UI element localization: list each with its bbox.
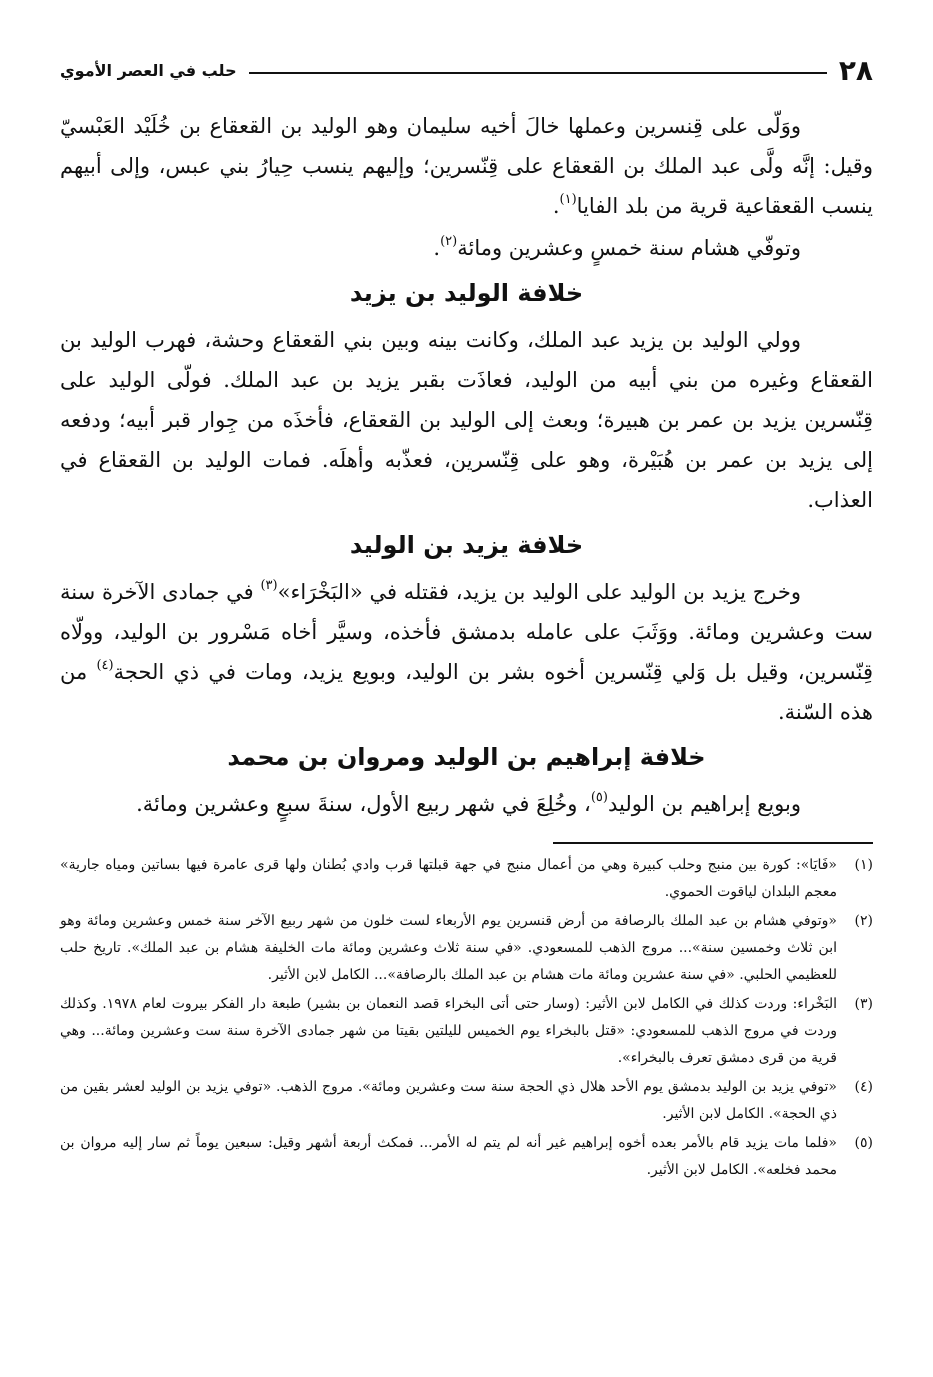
section-heading-3: خلافة إبراهيم بن الوليد ومروان بن محمد [227,743,706,771]
paragraph-4 [60,572,873,732]
paragraph-4-text-c: من هذه السّنة. [60,660,873,724]
paragraph-4-text-b: في جمادى الآخرة سنة ست وعشرين ومائة. ووَثَبَ على عامله بدمشق فأخذه، وسيَّر أخاه مَسْرور بن الوليد، وولّاه قِنّسرين، وقيل بل وَلي قِنّسرين أخوه بشر بن الوليد، وبويع يزيد، ومات في ذي الحجة [60,580,873,684]
footnote-ref-3[interactable]: (٣) [260,578,278,593]
paragraph-3: وولي الوليد بن يزيد عبد الملك، وكانت بينه وبين بني القعقاع وحشة، فهرب الوليد بن القعقاع وغيره من بني أبيه من الوليد، فعاذَت بقبر يزيد بن عبد الملك. فولّى الوليد على قِنّسرين يزيد بن عمر بن هبيرة؛ وبعث إلى الوليد بن القعقاع، فأخذَه من جِوار قبر أبيه؛ ودفعه إلى يزيد بن عمر بن هُبَيْرة، وهو على قِنّسرين، فعذّبه وأهلَه. فمات الوليد بن القعقاع في العذاب. [60,328,873,512]
paragraph-1-end: . [552,194,560,218]
footnote-ref-1[interactable]: (١) [559,192,577,207]
footnote-number: (١) [854,857,873,873]
footnote-number: (٢) [854,913,873,929]
paragraph-2-text: وتوفّي هشام سنة خمسٍ وعشرين ومائة [457,236,801,260]
footnote-2 [60,908,873,989]
footnote-number: (٥) [854,1135,873,1151]
book-page [60,48,873,1337]
footnote-text: «توفي يزيد بن الوليد بدمشق يوم الأحد هلال ذي الحجة سنة ست وعشرين ومائة». مروج الذهب. «توفي يزيد بن الوليد لعشر بقين من ذي الحجة». الكامل لابن الأثير. [60,1079,837,1122]
footnote-ref-2[interactable]: (٢) [440,234,458,249]
footnote-ref-5[interactable]: (٥) [590,790,608,805]
paragraph-2-end: . [433,236,441,260]
paragraph-1 [60,106,873,226]
footnote-text: «فلما مات يزيد قام بالأمر بعده أخوه إبراهيم غير أنه لم يتم له الأمر... فمكث أربعة أشهر وقيل: سبعين يوماً ثم سار إليه مروان بن محمد فخلعه». الكامل لابن الأثير. [60,1135,837,1178]
page-number: ٢٨ [838,53,873,87]
book-title: حلب في العصر الأموي [60,60,237,80]
footnote-number: (٣) [854,996,873,1012]
footnote-text: «فَايَا»: كورة بين منبج وحلب كبيرة وهي من أعمال منبج في جهة قبلتها قرب وادي بُطنان ولها قرى عامرة فيها بساتين ومياه جارية» معجم البلدان لياقوت الحموي. [60,857,837,900]
paragraph-5-text-b: ، وخُلِعَ في شهر ربيع الأول، سنةَ سبعٍ وعشرين ومائة. [136,792,591,816]
footnote-text: «وتوفي هشام بن عبد الملك بالرصافة من أرض قنسرين يوم الأربعاء لست خلون من شهر ربيع الآخر سنة خمس وعشرين ومائة وهو ابن ثلاث وخمسين سنة»... مروج الذهب للمسعودي. «في سنة ثلاث وعشرين ومائة مات الخليفة هشام بن عبد الملك». تاريخ حلب للعظيمي الحلبي. «في سنة عشرين ومائة مات هشام بن عبد الملك بالرصافة»... الكامل لابن الأثير. [60,913,837,983]
footnote-4 [60,1074,873,1128]
footnote-3 [60,991,873,1072]
footnotes-section [60,852,873,1184]
footnote-5 [60,1130,873,1184]
paragraph-2 [60,228,873,268]
paragraph-5-text-a: وبويع إبراهيم بن الوليد [607,792,801,816]
main-text [60,106,873,824]
section-heading-1: خلافة الوليد بن يزيد [349,279,584,307]
footnote-text: البَخْراء: وردت كذلك في الكامل لابن الأثير: (وسار حتى أتى البخراء قصد النعمان بن بشير) طبعة دار الفكر بيروت لعام ١٩٧٨. وكذلك وردت في مروج الذهب للمسعودي: «قتل بالبخراء يوم الخميس لليلتين بقيتا من شهر جمادى الآخرة سنة ست وعشرين ومائة... وهي قرية من قرى دمشق تعرف بالبخراء». [60,996,837,1066]
footnote-separator [553,842,873,844]
paragraph-4-text-a: وخرج يزيد بن الوليد على الوليد بن يزيد، فقتله في «البَخْرَاء» [277,580,801,604]
paragraph-5 [60,784,873,824]
footnote-number: (٤) [854,1079,873,1095]
footnote-1 [60,852,873,906]
header-rule [249,72,827,74]
section-heading-2: خلافة يزيد بن الوليد [349,531,584,559]
footnote-ref-4[interactable]: (٤) [96,658,114,673]
running-header [60,48,873,92]
paragraph-1-text: ووَلّى على قِنسرين وعملها خالَ أخيه سليمان وهو الوليد بن القعقاع بن خُلَيْد العَبْسيّ وقيل: إنَّه ولَّى عبد الملك بن القعقاع على قِنّسرين؛ وإليهم ينسب حِيارُ بني عبس، وإلى أبيهم ينسب القعقاعية قرية من بلد الفايا [60,114,873,218]
